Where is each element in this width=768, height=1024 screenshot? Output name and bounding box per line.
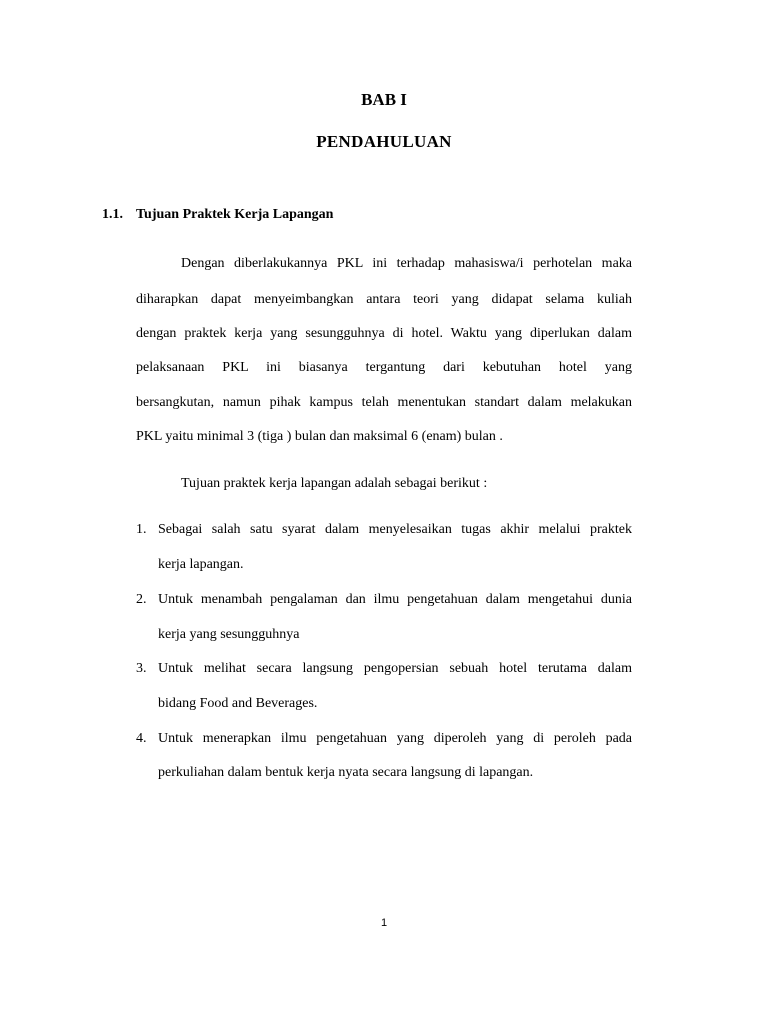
paragraph-line: dengan praktek kerja yang sesungguhnya di hotel. Waktu yang diperlukan dalam <box>136 326 632 341</box>
list-item-line: perkuliahan dalam bentuk kerja nyata secara langsung di lapangan. <box>158 765 534 780</box>
page-number: 1 <box>380 917 388 929</box>
list-item-number: 2. <box>136 592 147 607</box>
section-number: 1.1. <box>102 207 123 222</box>
list-item-line: bidang Food and Beverages. <box>158 696 318 711</box>
list-item-line: Untuk menerapkan ilmu pengetahuan yang diperoleh yang di peroleh pada <box>158 731 632 746</box>
chapter-title: PENDAHULUAN <box>316 132 452 151</box>
section-title: Tujuan Praktek Kerja Lapangan <box>136 207 334 222</box>
list-item-number: 3. <box>136 661 147 676</box>
list-item-line: Sebagai salah satu syarat dalam menyelesaikan tugas akhir melalui praktek <box>158 522 632 537</box>
list-item-line: kerja yang sesungguhnya <box>158 627 300 642</box>
paragraph-line: diharapkan dapat menyeimbangkan antara teori yang didapat selama kuliah <box>136 292 632 307</box>
paragraph-line: PKL yaitu minimal 3 (tiga ) bulan dan maksimal 6 (enam) bulan . <box>136 429 503 444</box>
list-item-line: kerja lapangan. <box>158 557 244 572</box>
list-item-number: 1. <box>136 522 147 537</box>
list-item-line: Untuk melihat secara langsung pengopersian sebuah hotel terutama dalam <box>158 661 632 676</box>
section-heading <box>102 206 333 224</box>
paragraph-line: bersangkutan, namun pihak kampus telah menentukan standart dalam melakukan <box>136 395 632 410</box>
paragraph-line: pelaksanaan PKL ini biasanya tergantung dari kebutuhan hotel yang <box>136 360 632 375</box>
chapter-number: BAB I <box>361 90 407 109</box>
paragraph-line: Dengan diberlakukannya PKL ini terhadap mahasiswa/i perhotelan maka <box>181 256 632 271</box>
list-item-number: 4. <box>136 731 147 746</box>
list-item-line: Untuk menambah pengalaman dan ilmu pengetahuan dalam mengetahui dunia <box>158 592 632 607</box>
paragraph-line: Tujuan praktek kerja lapangan adalah sebagai berikut : <box>181 476 488 491</box>
